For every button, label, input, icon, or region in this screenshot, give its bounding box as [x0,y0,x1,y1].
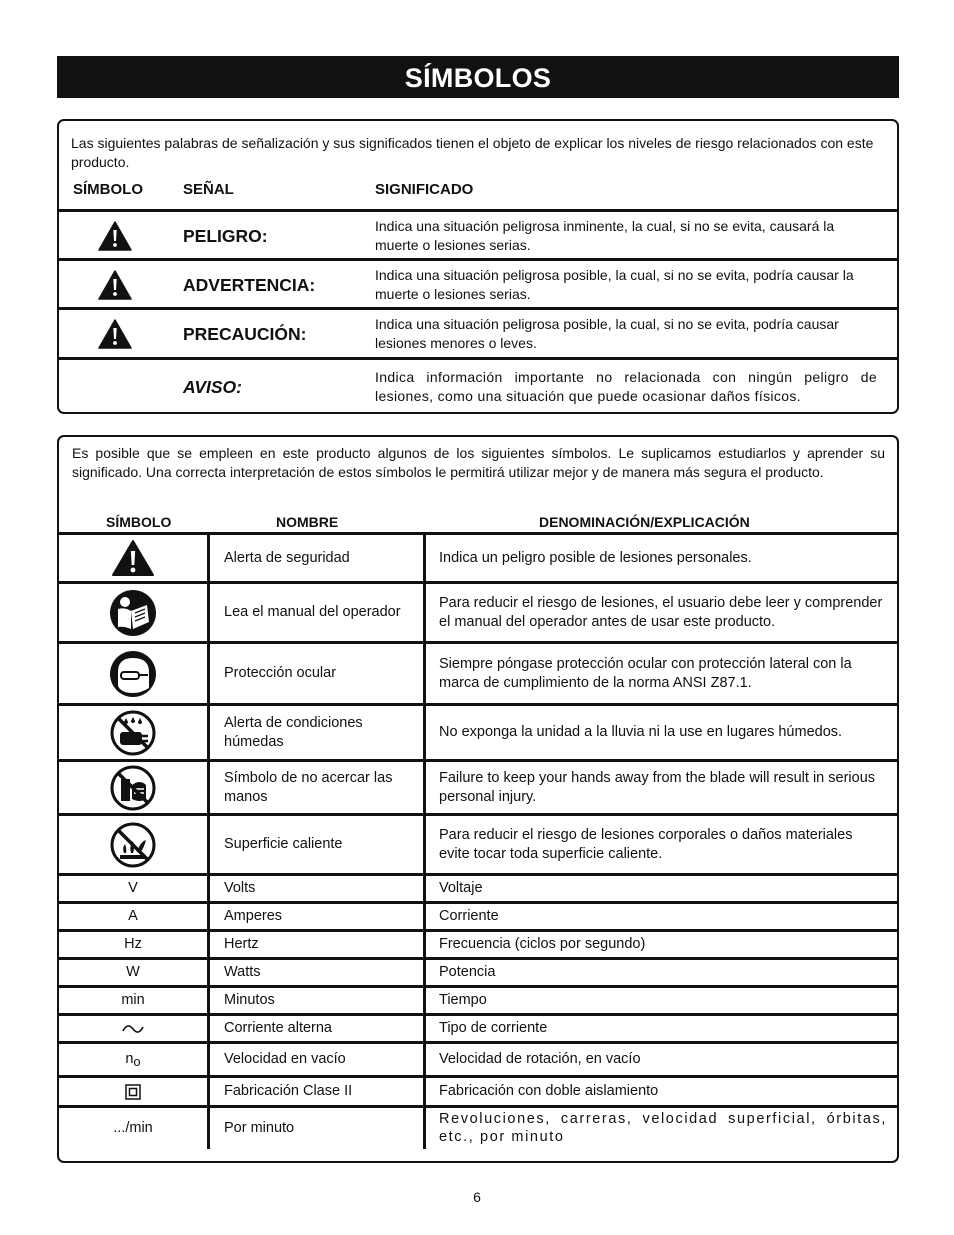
no-load-speed-symbol [59,1043,209,1077]
alternating-current-icon [122,1023,144,1035]
warning-triangle-icon [98,270,132,300]
eye-protection-icon [109,650,157,698]
symbol-text: Hz [59,931,209,959]
symbol-name: Símbolo de no acercar las manos [209,761,425,815]
warning-triangle-icon [98,319,132,349]
symbol-name: Velocidad en vacío [209,1043,425,1077]
safety-alert-icon [111,539,155,577]
symbol-text: min [59,987,209,1015]
symbol-name: Alerta de seguridad [209,534,425,583]
symbol-name: Protección ocular [209,643,425,705]
symbol-explanation: Para reducir el riesgo de lesiones, el usuario debe leer y comprender el manual del operador antes de usar este producto. [425,583,898,643]
table-row [59,583,897,643]
symbol-explanation: Failure to keep your hands away from the blade will result in serious personal injury. [425,761,898,815]
symbol-name: Fabricación Clase II [209,1077,425,1107]
signal-meaning: Indica información importante no relacionada con ningún peligro de lesiones, como una situación que puede ocasionar daños físicos. [375,369,877,404]
symbols-intro: Es posible que se empleen en este producto algunos de los siguientes símbolos. Le suplicamos estudiarlos y aprender su significado. Una correcta interpretación de estos símbolos le permitirá utilizar mejor y de manera más segura el producto. [72,445,885,480]
symbols-table [59,532,897,1149]
header-symbol: SÍMBOLO [106,514,172,530]
signal-meaning: Indica una situación peligrosa posible, la cual, si no se evita, podría causar lesiones menores o leves. [375,316,839,351]
symbol-explanation: Tiempo [425,987,898,1015]
symbol-name: Minutos [209,987,425,1015]
signal-label: AVISO: [183,377,242,397]
header-explanation: DENOMINACIÓN/EXPLICACIÓN [539,514,750,530]
table-row [59,1015,897,1043]
symbol-explanation: Voltaje [425,875,898,903]
symbol-text: W [59,959,209,987]
wet-conditions-icon [110,710,156,756]
signal-label: ADVERTENCIA: [183,275,316,295]
symbol-text: A [59,903,209,931]
signal-meaning: Indica una situación peligrosa inminente, la cual, si no se evita, causará la muerte o lesiones serias. [375,218,835,253]
read-manual-icon [109,589,157,637]
symbol-text: .../min [59,1107,209,1149]
signal-meaning: Indica una situación peligrosa posible, la cual, si no se evita, podría causar la muerte o lesiones serias. [375,267,854,302]
warning-triangle-icon [98,221,132,251]
table-row [59,903,897,931]
symbol-name: Superficie caliente [209,815,425,875]
signal-label: PELIGRO: [183,226,268,246]
signal-intro: Las siguientes palabras de señalización y sus significados tienen el objeto de explicar los niveles de riesgo relacionados con este producto. [71,135,874,170]
table-row [59,1043,897,1077]
symbol-text: n [125,1051,134,1068]
symbol-explanation: Para reducir el riesgo de lesiones corporales o daños materiales evite tocar toda superficie caliente. [425,815,898,875]
signal-row-aviso [59,357,897,414]
symbol-explanation: Tipo de corriente [425,1015,898,1043]
table-row [59,761,897,815]
symbol-name: Por minuto [209,1107,425,1149]
table-row [59,959,897,987]
signal-row-precaucion [59,307,897,356]
table-row [59,1107,897,1149]
header-symbol: SÍMBOLO [73,181,143,198]
symbol-explanation: Potencia [425,959,898,987]
symbol-name: Corriente alterna [209,1015,425,1043]
signal-label: PRECAUCIÓN: [183,324,307,344]
header-name: NOMBRE [276,514,339,530]
symbol-name: Lea el manual del operador [209,583,425,643]
class-ii-icon [125,1084,141,1100]
symbols-box [57,435,899,1163]
symbol-explanation: Velocidad de rotación, en vacío [425,1043,898,1077]
symbol-explanation: Corriente [425,903,898,931]
symbol-explanation: Revoluciones, carreras, velocidad superficial, órbitas, etc., por minuto [439,1110,887,1146]
symbol-explanation: Frecuencia (ciclos por segundo) [425,931,898,959]
hands-away-icon [110,765,156,811]
hot-surface-icon [110,822,156,868]
signal-words-box [57,119,899,414]
symbol-explanation: Fabricación con doble aislamiento [425,1077,898,1107]
symbol-explanation: No exponga la unidad a la lluvia ni la use en lugares húmedos. [425,705,898,761]
symbol-name: Watts [209,959,425,987]
page-title: SÍMBOLOS [57,56,899,98]
header-meaning: SIGNIFICADO [375,181,474,198]
symbol-subscript: o [133,1054,141,1070]
table-row [59,875,897,903]
symbol-explanation: Indica un peligro posible de lesiones personales. [425,534,898,583]
page-number: 6 [473,1189,481,1205]
symbol-name: Alerta de condiciones húmedas [209,705,425,761]
header-signal: SEÑAL [183,181,234,198]
table-row [59,705,897,761]
signal-row-peligro [59,209,897,258]
table-row [59,534,897,583]
table-row [59,931,897,959]
symbol-name: Hertz [209,931,425,959]
signal-row-advertencia [59,258,897,307]
table-row [59,1077,897,1107]
symbol-name: Volts [209,875,425,903]
symbol-text: V [59,875,209,903]
symbol-name: Amperes [209,903,425,931]
table-row [59,815,897,875]
symbol-explanation: Siempre póngase protección ocular con protección lateral con la marca de cumplimiento de la norma ANSI Z87.1. [425,643,898,705]
table-row [59,643,897,705]
table-row [59,987,897,1015]
